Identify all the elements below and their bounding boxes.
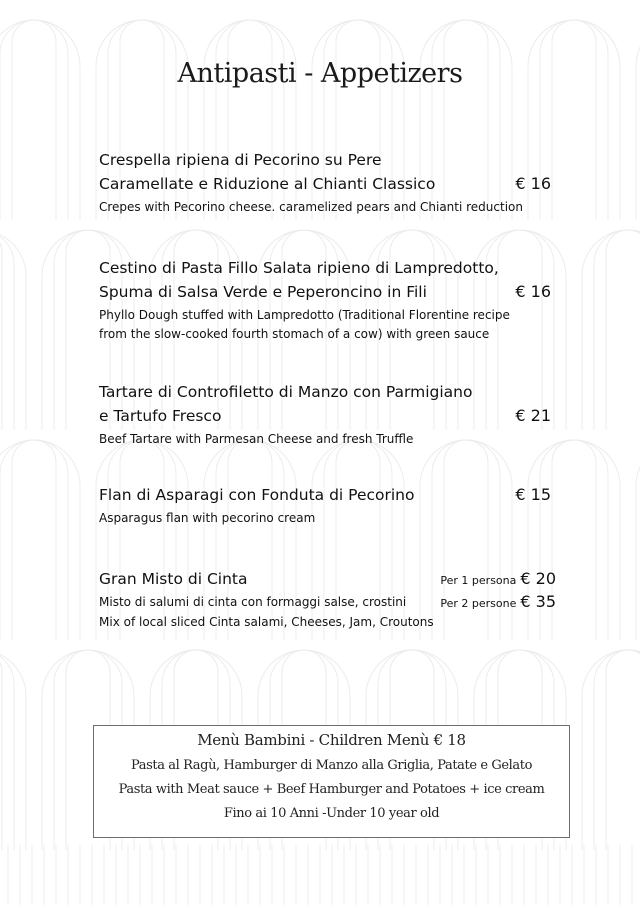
kids-menu-line-1: Pasta al Ragù, Hamburger di Manzo alla Griglia, Patate e Gelato: [130, 758, 533, 773]
item-price: € 21: [515, 406, 551, 425]
item-name-line-2: [99, 404, 559, 428]
price-option-value: € 20: [520, 569, 556, 588]
menu-item-flan: [99, 483, 559, 528]
item-name-line-1: Tartare di Controfiletto di Manzo con Parmigiano: [99, 383, 473, 401]
item-description: Beef Tartare with Parmesan Cheese and fresh Truffle: [99, 432, 414, 446]
menu-item-gran-misto: [99, 567, 559, 632]
kids-menu-line-2: Pasta with Meat sauce + Beef Hamburger and Potatoes + ice cream: [118, 782, 545, 797]
item-description-line-2: Mix of local sliced Cinta salami, Cheeses, Jam, Croutons: [99, 615, 434, 629]
item-price: € 16: [515, 174, 551, 193]
item-name-line-1: Crespella ripiena di Pecorino su Pere: [99, 151, 382, 169]
item-name-line-2: [99, 280, 559, 304]
item-description-line-1: Phyllo Dough stuffed with Lampredotto (Traditional Florentine recipe: [99, 308, 510, 322]
price-option-2: [440, 591, 556, 615]
price-option-value: € 35: [520, 592, 556, 611]
item-name-text: Flan di Asparagi con Fonduta di Pecorino: [99, 486, 415, 504]
menu-item-crespella: [99, 148, 559, 217]
kids-menu-title: Menù Bambini - Children Menù € 18: [197, 731, 466, 749]
item-name-text: Gran Misto di Cinta: [99, 570, 248, 588]
item-description: Crepes with Pecorino cheese. caramelized pears and Chianti reduction: [99, 200, 523, 214]
item-name-text: Spuma di Salsa Verde e Peperoncino in Fili: [99, 283, 427, 301]
kids-menu-line-3: Fino ai 10 Anni -Under 10 year old: [223, 806, 440, 821]
item-description-line-1: Misto di salumi di cinta con formaggi salse, crostini: [99, 595, 407, 609]
page-title: Antipasti - Appetizers: [177, 58, 463, 89]
item-description-line-2: from the slow-cooked fourth stomach of a cow) with green sauce: [99, 327, 490, 341]
price-option-label: Per 1 persona: [440, 574, 517, 587]
menu-item-tartare: [99, 380, 559, 449]
item-name-line-1: Cestino di Pasta Fillo Salata ripieno di Lampredotto,: [99, 259, 499, 277]
item-name-line-1: [99, 567, 559, 591]
item-name-text: Caramellate e Riduzione al Chianti Classico: [99, 175, 436, 193]
price-option-label: Per 2 persone: [440, 597, 517, 610]
price-option-1: [440, 567, 556, 593]
item-price: € 15: [515, 485, 551, 504]
item-description: Asparagus flan with pecorino cream: [99, 511, 316, 525]
item-name-text: e Tartufo Fresco: [99, 407, 222, 425]
menu-item-cestino: [99, 256, 559, 344]
kids-menu-box: [93, 725, 570, 838]
item-description-row: [99, 591, 559, 613]
item-price: € 16: [515, 282, 551, 301]
item-name-line-2: [99, 172, 559, 196]
item-name-line-1: [99, 483, 559, 507]
